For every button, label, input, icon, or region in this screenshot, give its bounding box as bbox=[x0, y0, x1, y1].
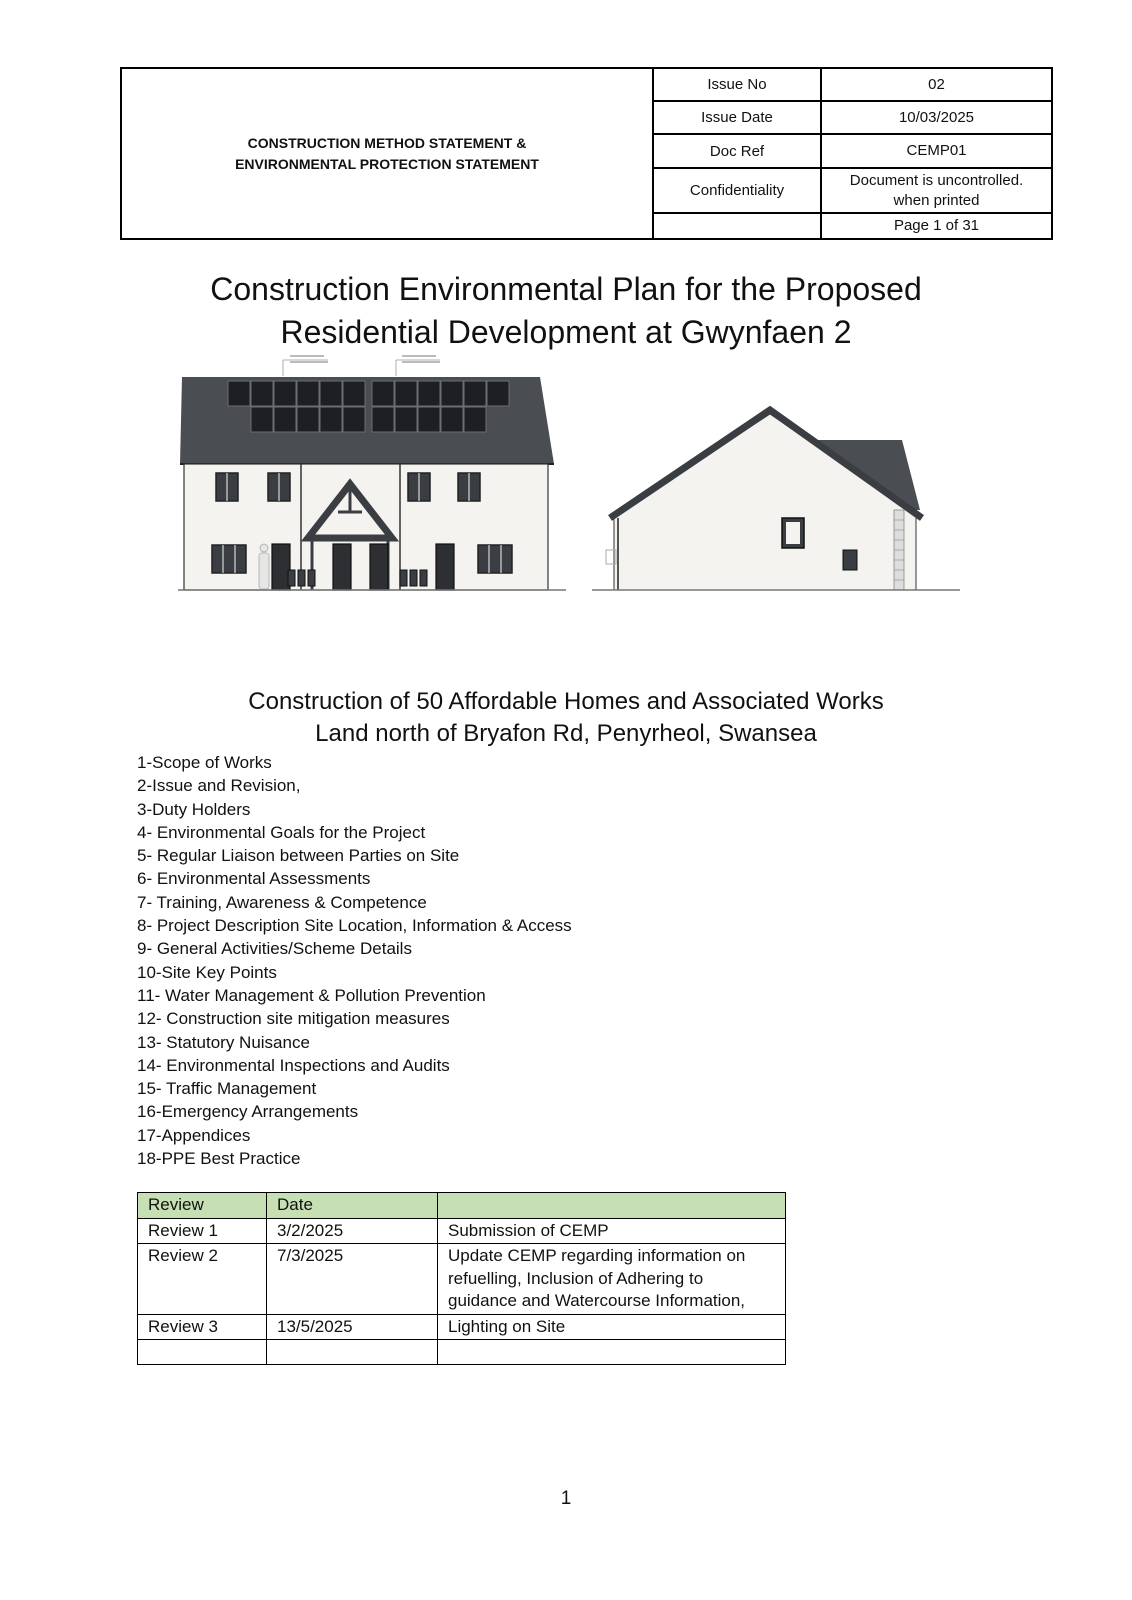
empty-cell bbox=[138, 1340, 267, 1365]
side-elevation-drawing bbox=[592, 400, 962, 605]
project-subtitle bbox=[0, 686, 1132, 750]
empty-cell bbox=[267, 1340, 438, 1365]
contents-item: 12- Construction site mitigation measures bbox=[137, 1009, 450, 1029]
note-cell: Lighting on Site bbox=[438, 1314, 786, 1340]
contents-item: 2-Issue and Revision, bbox=[137, 776, 301, 796]
date-cell: 3/2/2025 bbox=[267, 1218, 438, 1244]
front-elevation-drawing bbox=[178, 352, 568, 602]
review-cell: Review 2 bbox=[138, 1244, 267, 1315]
page-indicator: Page 1 of 31 bbox=[893, 217, 980, 234]
document-title bbox=[0, 268, 1132, 354]
table-row bbox=[138, 1218, 786, 1244]
review-cell: Review 3 bbox=[138, 1314, 267, 1340]
contents-item: 15- Traffic Management bbox=[137, 1079, 317, 1099]
contents-item: 7- Training, Awareness & Competence bbox=[137, 892, 427, 912]
contents-list bbox=[137, 751, 572, 1170]
notes-header bbox=[438, 1193, 786, 1219]
review-table bbox=[137, 1192, 786, 1365]
confidentiality-row bbox=[654, 169, 1051, 214]
contents-item: 17-Appendices bbox=[137, 1125, 251, 1145]
table-row-empty bbox=[138, 1340, 786, 1365]
review-table-header bbox=[138, 1193, 786, 1219]
contents-item: 3-Duty Holders bbox=[137, 799, 251, 819]
date-cell: 13/5/2025 bbox=[267, 1314, 438, 1340]
date-cell: 7/3/2025 bbox=[267, 1244, 438, 1315]
contents-item: 14- Environmental Inspections and Audits bbox=[137, 1055, 450, 1075]
doc-ref-row bbox=[654, 135, 1051, 169]
header-title-line1: CONSTRUCTION METHOD STATEMENT & bbox=[247, 134, 527, 151]
issue-no-label: Issue No bbox=[654, 69, 822, 100]
contents-item: 6- Environmental Assessments bbox=[137, 869, 371, 889]
document-title-line2: Residential Development at Gwynfaen 2 bbox=[280, 314, 852, 350]
review-header: Review bbox=[138, 1193, 267, 1219]
confidentiality-line2: when printed bbox=[893, 191, 980, 209]
confidentiality-line1: Document is uncontrolled. bbox=[849, 171, 1024, 189]
header-info-table bbox=[654, 69, 1051, 238]
contents-item: 11- Water Management & Pollution Prevention bbox=[137, 985, 486, 1005]
contents-item: 5- Regular Liaison between Parties on Site bbox=[137, 846, 460, 866]
page-number: 1 bbox=[560, 1488, 572, 1509]
document-header bbox=[120, 67, 1053, 240]
doc-ref-value: CEMP01 bbox=[906, 142, 967, 159]
confidentiality-label: Confidentiality bbox=[654, 169, 822, 212]
issue-date-value: 10/03/2025 bbox=[898, 108, 975, 126]
doc-ref-label: Doc Ref bbox=[654, 135, 822, 167]
note-cell: Submission of CEMP bbox=[438, 1218, 786, 1244]
project-subtitle-line1: Construction of 50 Affordable Homes and Associated Works bbox=[248, 688, 884, 715]
page-label-blank bbox=[654, 214, 822, 238]
review-cell: Review 1 bbox=[138, 1218, 267, 1244]
note-cell: Update CEMP regarding information on refuelling, Inclusion of Adhering to guidance and Watercourse Information, bbox=[438, 1244, 786, 1315]
confidentiality-value bbox=[822, 169, 1051, 212]
contents-item: 13- Statutory Nuisance bbox=[137, 1032, 310, 1052]
contents-item: 1-Scope of Works bbox=[137, 753, 272, 772]
contents-item: 4- Environmental Goals for the Project bbox=[137, 822, 426, 842]
contents-item: 9- General Activities/Scheme Details bbox=[137, 939, 412, 959]
issue-no-value: 02 bbox=[928, 75, 945, 93]
header-title-line2: ENVIRONMENTAL PROTECTION STATEMENT bbox=[235, 155, 539, 172]
empty-cell bbox=[438, 1340, 786, 1365]
issue-date-label: Issue Date bbox=[654, 102, 822, 133]
document-title-line1: Construction Environmental Plan for the Proposed bbox=[210, 271, 922, 307]
issue-no-row bbox=[654, 69, 1051, 102]
contents-item: 18-PPE Best Practice bbox=[137, 1149, 301, 1169]
date-header: Date bbox=[267, 1193, 438, 1219]
page-row bbox=[654, 214, 1051, 238]
contents-item: 8- Project Description Site Location, Information & Access bbox=[137, 916, 572, 936]
table-row bbox=[138, 1314, 786, 1340]
project-subtitle-line2: Land north of Bryafon Rd, Penyrheol, Swansea bbox=[315, 720, 817, 747]
contents-item: 16-Emergency Arrangements bbox=[137, 1102, 359, 1122]
issue-date-row bbox=[654, 102, 1051, 135]
header-title bbox=[122, 69, 654, 238]
contents-item: 10-Site Key Points bbox=[137, 962, 277, 982]
table-row bbox=[138, 1244, 786, 1315]
